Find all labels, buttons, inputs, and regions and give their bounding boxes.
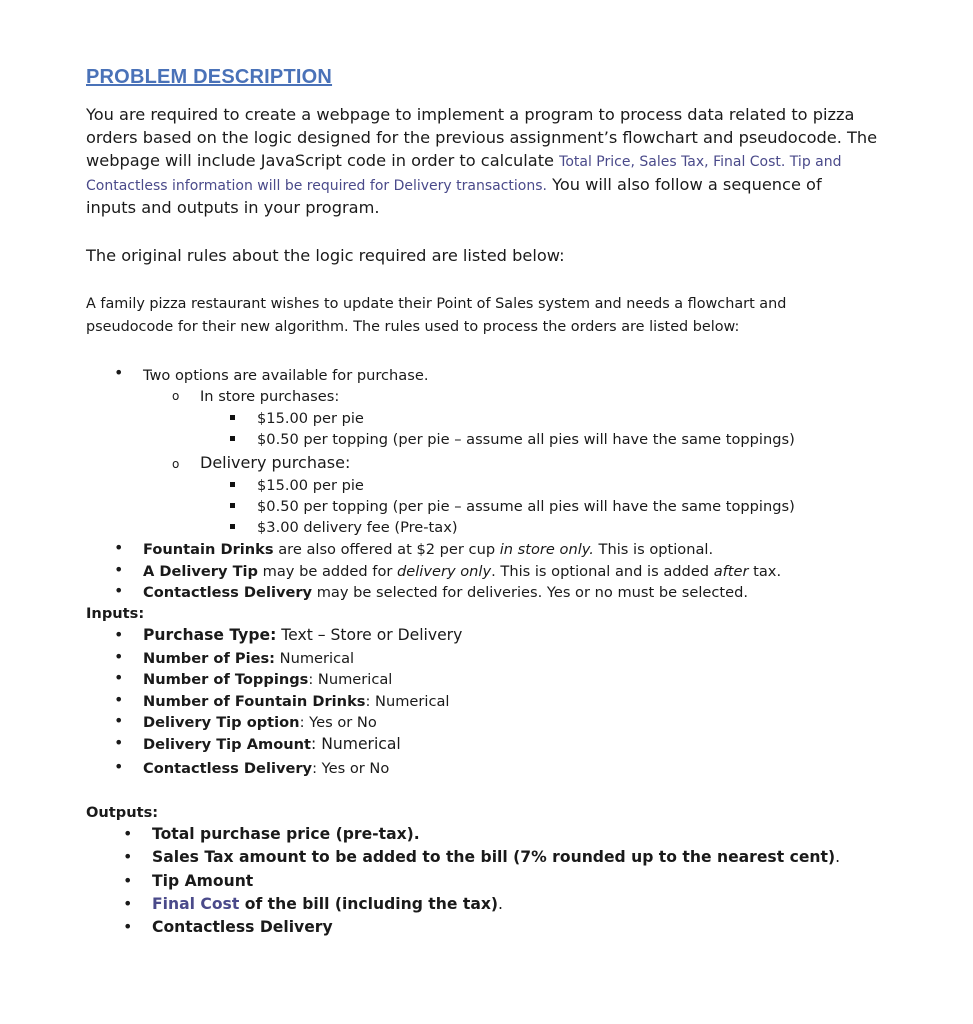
bullet-icon: • (114, 757, 124, 776)
list-item: Fountain Drinks are also offered at $2 per cup in store only. This is optional. (143, 541, 714, 558)
list-item: Number of Toppings: Numerical (143, 671, 393, 688)
list-item: Contactless Delivery (152, 918, 333, 936)
list-item: Contactless Delivery may be selected for deliveries. Yes or no must be selected. (143, 584, 748, 601)
list-item: Delivery purchase: (200, 453, 351, 472)
intro-highlight: Total Price, Sales Tax, Final Cost. Tip and (559, 154, 842, 170)
bullet-icon: • (123, 824, 133, 843)
bullet-icon: • (123, 847, 133, 866)
bullet-icon: • (114, 647, 124, 666)
rules-intro: The original rules about the logic required are listed below: (86, 246, 565, 265)
bullet-icon: • (114, 363, 124, 382)
scenario-line: A family pizza restaurant wishes to update their Point of Sales system and needs a flowchart and (86, 296, 787, 312)
intro-highlight: Contactless information will be required for Delivery transactions. (86, 178, 547, 194)
circle-bullet-icon: o (172, 389, 180, 403)
list-item: A Delivery Tip may be added for delivery only. This is optional and is added after tax. (143, 563, 782, 580)
bullet-icon: • (114, 668, 124, 687)
bullet-icon: • (114, 581, 124, 600)
list-item: Purchase Type: Text – Store or Delivery (143, 626, 463, 644)
bullet-icon: • (123, 917, 133, 936)
list-item: Two options are available for purchase. (143, 367, 429, 384)
list-item: Number of Pies: Numerical (143, 650, 355, 667)
intro-line: orders based on the logic designed for the previous assignment’s flowchart and pseudocode. The (86, 128, 878, 147)
scenario-line: pseudocode for their new algorithm. The rules used to process the orders are listed below: (86, 319, 740, 335)
page-title: PROBLEM DESCRIPTION (86, 66, 333, 88)
list-item: $0.50 per topping (per pie – assume all pies will have the same toppings) (257, 431, 795, 448)
list-item: Delivery Tip option: Yes or No (143, 714, 377, 731)
intro-line: inputs and outputs in your program. (86, 198, 380, 217)
list-item: $3.00 delivery fee (Pre-tax) (257, 519, 458, 536)
square-bullet-icon (230, 524, 235, 529)
intro-line: webpage will include JavaScript code in order to calculate Total Price, Sales Tax, Final Cost. Tip and (86, 151, 842, 170)
list-item: Final Cost of the bill (including the tax). (152, 895, 503, 913)
inputs-label: Inputs: (86, 605, 145, 622)
list-item: Total purchase price (pre-tax). (152, 825, 420, 843)
list-item: In store purchases: (200, 388, 340, 405)
intro-line: You are required to create a webpage to implement a program to process data related to pizza (86, 105, 855, 124)
square-bullet-icon (230, 503, 235, 508)
square-bullet-icon (230, 482, 235, 487)
list-item: Sales Tax amount to be added to the bill (7% rounded up to the nearest cent). (152, 848, 841, 866)
list-item: Contactless Delivery: Yes or No (143, 760, 390, 777)
bullet-icon: • (114, 690, 124, 709)
list-item: $0.50 per topping (per pie – assume all pies will have the same toppings) (257, 498, 795, 515)
circle-bullet-icon: o (172, 457, 180, 471)
outputs-label: Outputs: (86, 804, 159, 821)
list-item: $15.00 per pie (257, 477, 364, 494)
list-item: $15.00 per pie (257, 410, 364, 427)
list-item: Number of Fountain Drinks: Numerical (143, 693, 450, 710)
list-item: Tip Amount (152, 872, 254, 890)
bullet-icon: • (114, 625, 124, 644)
bullet-icon: • (123, 871, 133, 890)
bullet-icon: • (114, 733, 124, 752)
square-bullet-icon (230, 415, 235, 420)
bullet-icon: • (114, 711, 124, 730)
bullet-icon: • (114, 538, 124, 557)
bullet-icon: • (114, 560, 124, 579)
intro-line: Contactless information will be required for Delivery transactions. You will also follow a sequence of (86, 175, 822, 194)
square-bullet-icon (230, 436, 235, 441)
list-item: Delivery Tip Amount: Numerical (143, 735, 401, 753)
bullet-icon: • (123, 894, 133, 913)
